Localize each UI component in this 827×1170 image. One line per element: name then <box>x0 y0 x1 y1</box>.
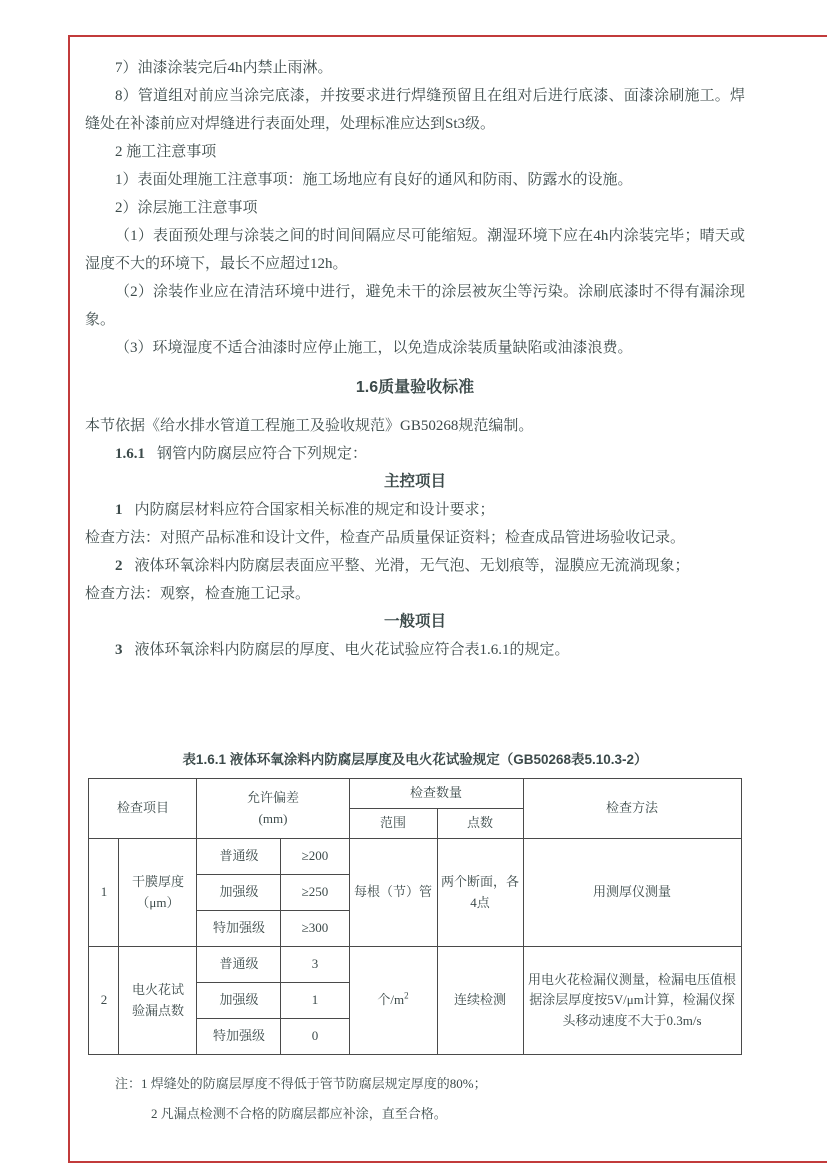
item-1 <box>85 496 745 524</box>
table-notes <box>85 1069 745 1129</box>
item-number: 2 <box>115 558 123 574</box>
item-number: 1 <box>115 502 123 518</box>
paragraph-coating-note-2: （2）涂装作业应在清洁环境中进行，避免未干的涂层被灰尘等污染。涂刷底漆时不得有漏涂现象。 <box>85 284 745 328</box>
header-cell-inspection-item: 检查项目 <box>89 779 197 839</box>
item-name-line2: 验漏点数 <box>131 1002 184 1018</box>
item-name-line1: 干膜厚度 <box>131 874 184 890</box>
document-content <box>85 54 745 1129</box>
heading-coating-notes: 2）涂层施工注意事项 <box>115 200 258 216</box>
cell-method: 用测厚仪测量 <box>523 839 741 947</box>
cell-points: 连续检测 <box>437 947 523 1055</box>
header-cell-range: 范围 <box>349 809 437 839</box>
cell-item-name-thickness <box>119 839 197 947</box>
paragraph-primer-before-assembly: 8）管道组对前应当涂完底漆，并按要求进行焊缝预留且在组对后进行底漆、面漆涂刷施工。焊缝处在补漆前应对焊缝进行表面处理，处理标准应达到St3级。 <box>85 88 745 132</box>
item-text: 液体环氧涂料内防腐层表面应平整、光滑，无气泡、无划痕等，湿膜应无流淌现象； <box>134 558 690 574</box>
heading-general-items: 一般项目 <box>383 613 446 630</box>
table-note-2: 2 凡漏点检测不合格的防腐层都应补涂，直至合格。 <box>151 1106 447 1121</box>
clause-number: 1.6.1 <box>115 446 145 462</box>
cell-value: ≥250 <box>281 875 349 911</box>
paragraph-surface-treatment-note: 1）表面处理施工注意事项：施工场地应有良好的通风和防雨、防露水的设施。 <box>115 172 633 188</box>
cell-grade: 普通级 <box>197 947 281 983</box>
cell-range: 每根（节）管 <box>349 839 437 947</box>
cell-value: 0 <box>281 1019 349 1055</box>
item-1-method: 检查方法：对照产品标准和设计文件，检查产品质量保证资料；检查成品管进场验收记录。 <box>85 530 686 546</box>
header-cell-points: 点数 <box>437 809 523 839</box>
item-3 <box>85 636 745 664</box>
table-header-row-1 <box>89 779 741 809</box>
cell-row-no: 1 <box>89 839 119 947</box>
paragraph-coating-note-1: （1）表面预处理与涂装之间的时间间隔应尽可能缩短。潮湿环境下应在4h内涂装完毕；晴天或湿度不大的环境下，最长不应超过12h。 <box>85 228 745 272</box>
cell-grade: 加强级 <box>197 875 281 911</box>
cell-value: 3 <box>281 947 349 983</box>
cell-points <box>437 839 523 947</box>
cell-grade: 特加强级 <box>197 911 281 947</box>
cell-item-name-spark <box>119 947 197 1055</box>
table-row-spark-ordinary <box>89 947 741 983</box>
header-cell-allowable-deviation <box>197 779 349 839</box>
header-deviation-line1: 允许偏差 <box>246 790 299 806</box>
item-2 <box>85 552 745 580</box>
section-title-quality-acceptance: 1.6质量验收标准 <box>355 379 475 396</box>
cell-value: ≥300 <box>281 911 349 947</box>
paragraph-basis: 本节依据《给水排水管道工程施工及验收规范》GB50268规范编制。 <box>85 418 534 434</box>
cell-method: 用电火花检漏仪测量，检漏电压值根据涂层厚度按5V/μm计算，检漏仪探头移动速度不大于0.3m/s <box>523 947 741 1055</box>
cell-grade: 加强级 <box>197 983 281 1019</box>
cell-grade: 普通级 <box>197 839 281 875</box>
header-deviation-line2: (mm) <box>258 810 288 826</box>
item-text: 内防腐层材料应符合国家相关标准的规定和设计要求； <box>134 502 495 518</box>
item-number: 3 <box>115 642 123 658</box>
clause-1-6-1 <box>85 440 745 468</box>
item-text: 液体环氧涂料内防腐层的厚度、电火花试验应符合表1.6.1的规定。 <box>134 642 570 658</box>
inspection-spec-table <box>88 778 741 1055</box>
table-note-1: 注：1 焊缝处的防腐层厚度不得低于管节防腐层规定厚度的80%； <box>115 1076 487 1091</box>
range-unit-base: 个/m <box>377 992 405 1008</box>
cell-value: ≥200 <box>281 839 349 875</box>
points-line1: 两个断面，各 <box>441 874 520 890</box>
item-name-line1: 电火花试 <box>131 982 184 998</box>
cell-grade: 特加强级 <box>197 1019 281 1055</box>
header-cell-inspection-method: 检查方法 <box>523 779 741 839</box>
paragraph-coating-note-3: （3）环境湿度不适合油漆时应停止施工，以免造成涂装质量缺陷或油漆浪费。 <box>115 340 633 356</box>
paragraph-rain-restriction: 7）油漆涂装完后4h内禁止雨淋。 <box>115 60 333 76</box>
header-cell-inspection-quantity: 检查数量 <box>349 779 523 809</box>
table-title: 表1.6.1 液体环氧涂料内防腐层厚度及电火花试验规定（GB50268表5.10.3-2） <box>182 752 648 767</box>
item-name-line2: （μm） <box>136 894 180 910</box>
item-2-method: 检查方法：观察，检查施工记录。 <box>85 586 311 602</box>
heading-main-control-items: 主控项目 <box>383 473 446 490</box>
heading-construction-notes: 2 施工注意事项 <box>115 144 217 160</box>
table-row-thickness-ordinary <box>89 839 741 875</box>
clause-text: 钢管内防腐层应符合下列规定： <box>157 446 368 462</box>
points-line2: 4点 <box>470 894 490 910</box>
range-unit-sup: 2 <box>404 991 409 1002</box>
cell-range <box>349 947 437 1055</box>
cell-row-no: 2 <box>89 947 119 1055</box>
cell-value: 1 <box>281 983 349 1019</box>
